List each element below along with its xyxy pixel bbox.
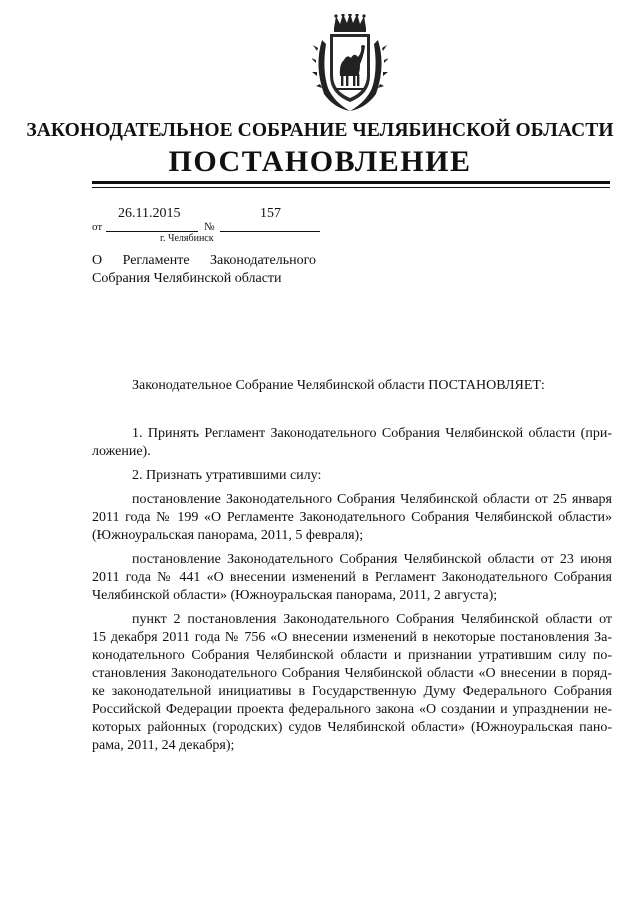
subject-word: Регламенте — [122, 253, 190, 268]
document-type-heading: ПОСТАНОВЛЕНИЕ — [168, 145, 472, 178]
subject-line: Собрания Челябинской области — [92, 271, 282, 286]
text-line: конодательного Собрания Челябинской области и признании утратившим силу по- — [92, 648, 612, 663]
paragraph-2 — [92, 467, 612, 485]
document-subject — [92, 252, 316, 288]
text-line: рама, 2011, 24 декабря); — [92, 738, 235, 753]
header-divider-thin — [92, 187, 610, 188]
paragraph-4 — [92, 551, 612, 605]
header-divider-thick — [92, 181, 610, 184]
text-line: пункт 2 постановления Законодательного Собрания Челябинской области от — [132, 612, 612, 627]
date-label: от — [92, 221, 103, 233]
resolution-body — [92, 425, 612, 755]
number-underline — [220, 231, 320, 232]
document-date: 26.11.2015 — [118, 206, 181, 221]
text-line: 1. Принять Регламент Законодательного Собрания Челябинской области (при- — [132, 426, 612, 441]
paragraph-5 — [92, 611, 612, 755]
text-line: Челябинской области» (Южноуральская панорама, 2011, 2 августа); — [92, 588, 498, 603]
paragraph-1 — [92, 425, 612, 461]
text-line: ложение). — [92, 444, 151, 459]
organization-title: ЗАКОНОДАТЕЛЬНОЕ СОБРАНИЕ ЧЕЛЯБИНСКОЙ ОБЛАСТИ — [26, 120, 614, 141]
subject-word: О — [92, 253, 103, 268]
number-label: № — [204, 221, 215, 233]
date-underline — [106, 231, 198, 232]
resolution-intro: Законодательное Собрание Челябинской области ПОСТАНОВЛЯЕТ: — [132, 378, 545, 393]
coat-of-arms-icon — [312, 14, 388, 114]
city-label: г. Челябинск — [160, 233, 214, 244]
text-line: постановление Законодательного Собрания Челябинской области от 23 июня — [132, 552, 612, 567]
paragraph-3 — [92, 491, 612, 545]
text-line: 2011 года № 441 «О внесении изменений в Регламент Законодательного Собрания — [92, 570, 612, 585]
text-line: становления Законодательного Собрания Челябинской области «О внесении в поряд- — [92, 666, 612, 681]
subject-word: Законодательного — [210, 253, 316, 268]
text-line: (Южноуральская панорама, 2011, 5 февраля); — [92, 528, 364, 543]
text-line: 2011 года № 199 «О Регламенте Законодательного Собрания Челябинской области» — [92, 510, 612, 525]
text-line: постановление Законодательного Собрания Челябинской области от 25 января — [132, 492, 612, 507]
text-line: ке законодательной инициативы в Государственную Думу Федерального Собрания — [92, 684, 612, 699]
text-line: которых районных (городских) судов Челябинской области» (Южноуральская пано- — [92, 720, 612, 735]
document-number: 157 — [260, 206, 281, 221]
text-line: Российской Федерации проекта федерального закона «О создании и упразднении не- — [92, 702, 612, 717]
text-line: 15 декабря 2011 года № 756 «О внесении изменений в некоторые постановления За- — [92, 630, 612, 645]
text-line: 2. Признать утратившими силу: — [132, 468, 322, 483]
